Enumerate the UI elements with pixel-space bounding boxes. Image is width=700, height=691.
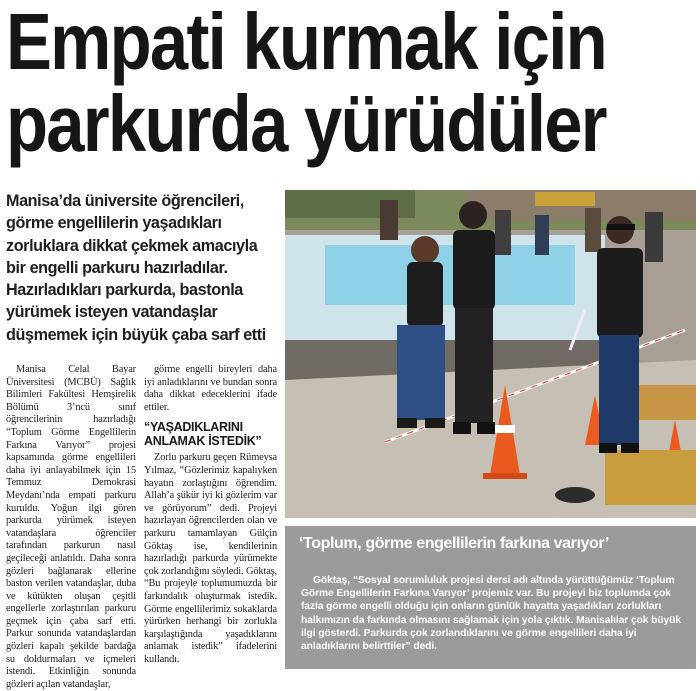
body-column-2-paragraph-1: görme engelli bireyleri daha iyi anladıklarını ve bundan sonra daha dikkat edeceklerini ifade ettiler.	[144, 364, 277, 413]
news-photo	[285, 190, 696, 518]
body-column-1: Manisa Celal Bayar Üniversitesi (MCBÜ) Sağlık Bilimleri Fakültesi Hemşirelik Bölümü 3’ncü sınıf öğrencilerinin hazırladığı “Toplum Görme Engellilerin Farkına Varıyor” projesi kapsamında görme engellileri daha iyi anlayabilmek için 15 Temmuz Demokrasi Meydanı’nda empati parkuru kuruldu. Yoğun ilgi gören parkurda yürümek isteyen vatandaşlara öğrenciler tarafından parkurun nasıl geçileceği anlatıldı. Daha sonra gözleri bağlanarak ellerine baston verilen vatandaşlar, duba ve kütükten oluşan çeşitli engellerle zorlaştırılan parkuru geçmek için çaba sarf etti. Parkur sonunda vatandaşlardan gözleri kapalı şekilde bardağa su doldurmaları ve içmeleri istendi. Etkinliğin sonunda gözleri açılan vatandaşlar,	[6, 364, 136, 690]
quote-box	[285, 526, 696, 669]
quote-box-text: Göktaş, “Sosyal sorumluluk projesi dersi adı altında yürüttüğümüz ‘Toplum Görme Engellilerin Farkına Varıyor’ projemiz var. Bu projeyi biz toplumda çok fazla görme engelli olduğu için onların günlük hayatta yaşadıkları zorlukları halkımızın da farkında olmasını sağlamak için yola çıktık. Manisalılar çok büyük ilgi gösterdi. Parkurda çok zorlandıklarını ve görme engellileri daha iyi anladıklarını belirttiler” dedi.	[301, 575, 681, 653]
quote-box-title: ‘Toplum, görme engellilerin farkına varıyor’	[299, 535, 609, 552]
lead-paragraph: Manisa’da üniversite öğrencileri, görme engellilerin yaşadıkları zorluklara dikkat çekmek amacıyla bir engelli parkuru hazırladılar. Hazırladıkları parkurda, bastonla yürümek isteyen vatandaşlar düşmemek için büyük çaba sarf etti	[6, 192, 266, 344]
subheading: “YAŞADIKLARINI ANLAMAK İSTEDİK”	[144, 420, 262, 449]
body-column-2-paragraph-2: Zorlu parkuru geçen Rümeysa Yılmaz, “Gözlerimiz kapalıyken hayatın zorlaştığını öğrendim. Allah’a şükür iyi ki gözlerim var ve görüyorum” dedi. Projeyi hazırlayan öğrencilerden olan ve parkuru tamamlayan Gülçin Göktaş ise, kendilerinin hazırladığı parkurda yürümekte çok zorlandığını söyledi. Göktaş, “Bu projeyle toplumumuzda bir farkındalık oluşturmak istedik. Görme engellilerimiz sokaklarda yürürken herhangi bir zorlukla karşılaştığında yaşadıklarını anlamak istedik” ifadelerini kullandı.	[144, 452, 277, 665]
body-column-2	[144, 364, 277, 666]
headline-line-2: parkurda yürüdüler	[6, 79, 606, 168]
headline-line-1: Empati kurmak için	[6, 0, 606, 86]
